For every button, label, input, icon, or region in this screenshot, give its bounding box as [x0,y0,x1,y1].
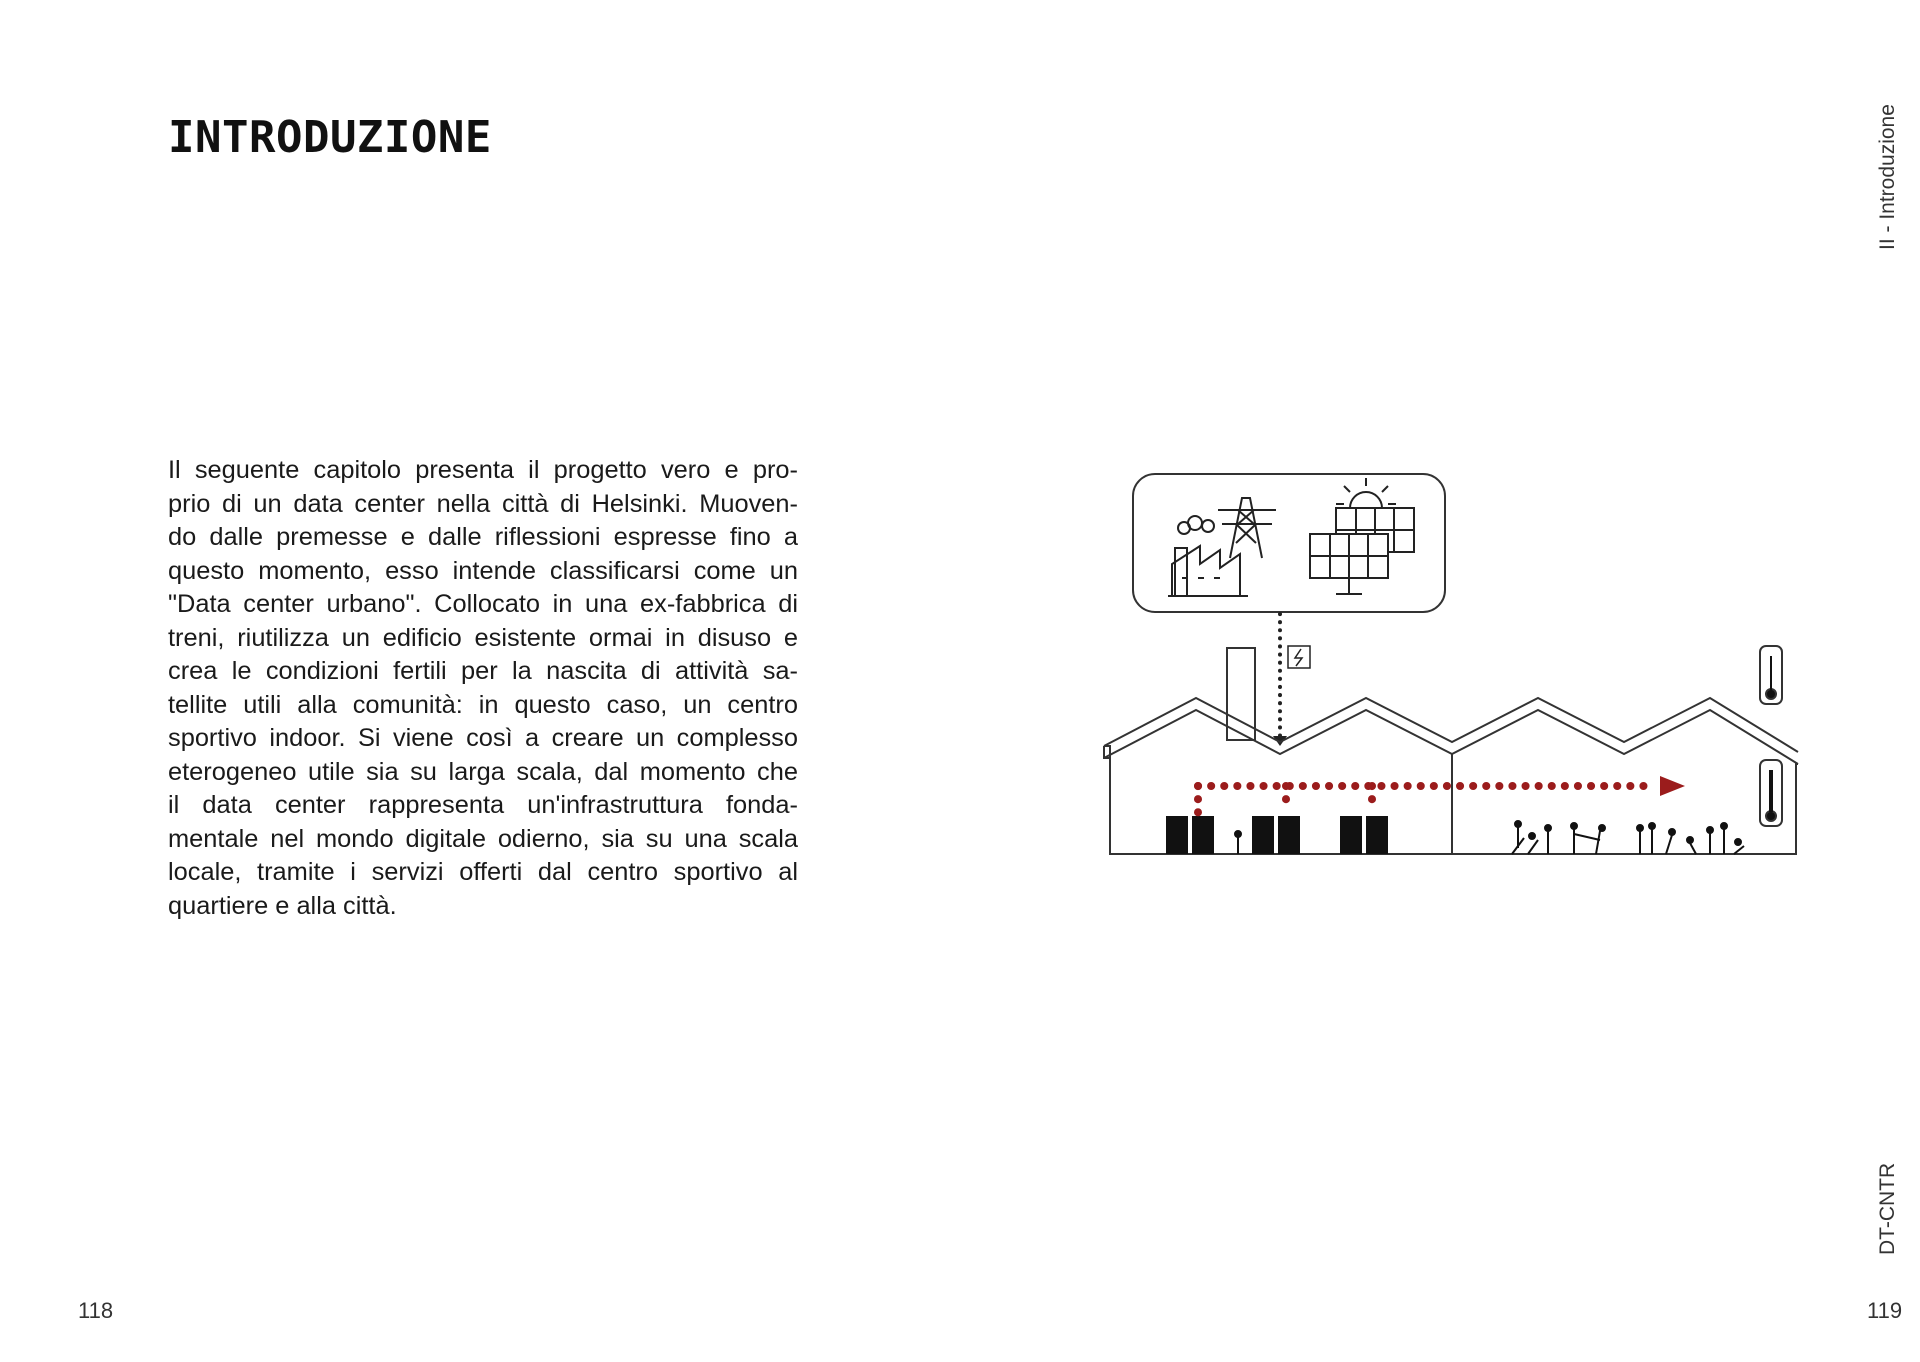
body-paragraph [168,454,798,923]
body-line: tellite utili alla comunità: in questo caso, un centro [168,690,798,719]
chapter-side-label: II - Introduzione [1876,104,1899,250]
data-center-diagram [1100,468,1805,868]
people-icon [1235,821,1744,854]
heat-flow-arrow [1198,786,1652,818]
body-line: locale, tramite i servizi offerti dal centro sportivo al [168,858,798,886]
brand-side-label: DT-CNTR [1876,1162,1899,1255]
body-line: do dalle premesse e dalle riflessioni espresse fino a [168,523,798,551]
body-line: eterogeneo utile sia su larga scala, dal momento che [168,757,798,786]
body-line: Il seguente capitolo presenta il progetto vero e pro- [168,456,798,484]
body-line: sportivo indoor. Si viene così a creare un complesso [168,724,798,752]
body-line: mentale nel mondo digitale odierno, sia su una scala [168,824,798,853]
page-number-right: 119 [1867,1298,1903,1323]
body-line: treni, riutilizza un edificio esistente ormai in disuso e [168,623,798,652]
body-line: crea le condizioni fertili per la nascita di attività sa- [168,657,798,685]
body-line: prio di un data center nella città di Helsinki. Muoven- [168,489,798,518]
page-number-left: 118 [78,1298,114,1323]
body-line: questo momento, esso intende classificarsi come un [168,556,798,585]
body-line: "Data center urbano". Collocato in una ex-fabbrica di [168,590,798,618]
body-line: quartiere e alla città. [168,891,397,920]
page-title: INTRODUZIONE [168,112,492,163]
server-rack-icon [1166,816,1388,854]
body-line: il data center rappresenta un'infrastruttura fonda- [168,791,798,819]
lightning-icon [1288,646,1310,668]
